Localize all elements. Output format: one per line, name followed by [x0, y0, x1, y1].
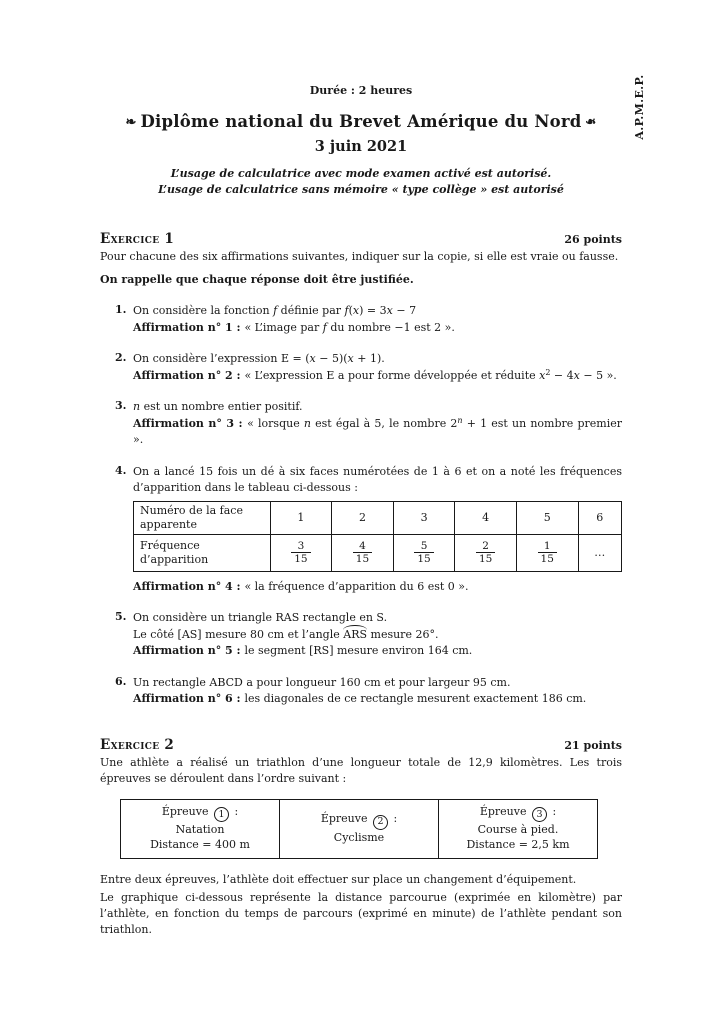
fraction-numerator: 5: [420, 539, 428, 552]
dice-frequency-row: [134, 534, 622, 571]
event-title: [282, 811, 436, 829]
event-cell-natation: [121, 799, 280, 858]
dice-face-cell: 1: [270, 501, 332, 534]
event-distance: Distance = 2,5 km: [466, 838, 570, 852]
fraction: [291, 540, 310, 565]
fraction-numerator: 2: [482, 539, 489, 552]
item-text: Le côté [AS] mesure 80 cm et l’angle ARS mesure 26°.: [133, 627, 622, 644]
item-number: 4.: [115, 463, 127, 477]
event-title: [441, 804, 595, 822]
dice-face-cell: 3: [393, 501, 455, 534]
event-label: Épreuve: [320, 812, 368, 826]
exam-date: 3 juin 2021: [314, 138, 408, 155]
fraction: [476, 540, 495, 565]
item-number: 6.: [115, 674, 127, 688]
affirmation-5: Affirmation n° 5 : le segment [RS] mesure environ 164 cm.: [133, 644, 473, 657]
exercise2-points: 21 points: [564, 738, 622, 752]
dice-face-header: Numéro de la face apparente: [134, 501, 271, 534]
fraction-numerator: 1: [543, 539, 551, 552]
apmep-watermark: A.P.M.E.P.: [633, 74, 646, 140]
dice-frequency-cell: [393, 534, 455, 571]
fraction-denominator: 15: [476, 552, 495, 565]
exercise2-paragraph: Entre deux épreuves, l’athlète doit effectuer sur place un changement d’équipement.: [100, 872, 577, 886]
fraction: [353, 540, 372, 565]
exercise1-points: 26 points: [564, 233, 622, 246]
fraction-denominator: 15: [414, 552, 433, 565]
dice-frequency-cell: [516, 534, 578, 571]
circled-number: 1: [214, 807, 229, 822]
event-colon: :: [552, 804, 557, 818]
triathlon-events-table: [120, 799, 598, 859]
fraction-denominator: 15: [353, 552, 372, 565]
event-name: Cyclisme: [333, 830, 385, 844]
event-cell-course: [439, 799, 598, 858]
dice-frequency-cell-ellipsis: …: [578, 534, 621, 571]
fraction: [414, 540, 433, 565]
exercise1-intro: Pour chacune des six affirmations suivantes, indiquer sur la copie, si elle est vraie ou fausse.: [100, 250, 619, 263]
dice-face-cell: 6: [578, 501, 621, 534]
item-number: 1.: [115, 303, 127, 316]
affirmation-3: Affirmation n° 3 : « lorsque n est égal à 5, le nombre $2^n + 1$ est un nombre premier ».: [133, 415, 622, 446]
fraction-denominator: 15: [291, 552, 310, 565]
affirmation-4: Affirmation n° 4 : « la fréquence d’apparition du 6 est 0 ».: [133, 579, 469, 593]
exercise1-reminder: On rappelle que chaque réponse doit être justifiée.: [100, 273, 414, 286]
item-text: On considère un triangle RAS rectangle en S.: [133, 611, 388, 624]
exercise1-title: Exercice 1: [100, 231, 175, 247]
event-label: Épreuve: [479, 804, 527, 818]
circled-number: 3: [532, 807, 547, 822]
event-name: Natation: [175, 822, 225, 836]
item-text: n est un nombre entier positif.: [133, 400, 303, 413]
affirmation-2: Affirmation n° 2 : « L’expression E a pour forme développée et réduite $x^2 - 4x - 5$ ».: [133, 367, 617, 382]
exercise2-intro: Une athlète a réalisé un triathlon d’une longueur totale de 12,9 kilomètres. Les trois épreuves se déroulent dans l’ordre suivant :: [100, 755, 622, 785]
list-item-6: [100, 675, 622, 708]
event-colon: :: [234, 804, 239, 818]
item-text: On considère l’expression E = (x − 5)(x + 1).: [133, 352, 385, 365]
item-number: 2.: [115, 351, 127, 364]
dice-frequency-header: Fréquence d’apparition: [134, 534, 271, 571]
dice-frequency-table: [133, 501, 622, 572]
item-text: On considère la fonction f définie par f(x) = 3x − 7: [133, 304, 417, 317]
dice-face-cell: 4: [455, 501, 517, 534]
exam-title: Diplôme national du Brevet Amérique du Nord: [140, 112, 582, 131]
event-title: [123, 804, 277, 822]
exam-title-row: [100, 112, 622, 131]
exercise1-items: [100, 303, 622, 708]
dice-frequency-cell: [455, 534, 517, 571]
dice-frequency-cell: [332, 534, 394, 571]
calculator-notices: [100, 166, 622, 198]
exercise2-paragraph: Le graphique ci-dessous représente la distance parcourue (exprimée en kilomètre) par l’athlète, en fonction du temps de parcours (exprimé en minute) de l’athlète pendant son triathlon.: [100, 890, 622, 936]
floral-ornament-left-icon: ❧: [125, 115, 137, 130]
page-content: [100, 0, 622, 938]
event-colon: :: [393, 812, 398, 826]
list-item-2: [100, 351, 622, 384]
item-number: 5.: [115, 610, 127, 623]
events-row: [121, 799, 598, 858]
dice-face-row: [134, 501, 622, 534]
event-name: Course à pied.: [477, 822, 559, 836]
notice-line: L’usage de calculatrice avec mode examen activé est autorisé.: [170, 167, 552, 180]
event-cell-cyclisme: [280, 799, 439, 858]
list-item-3: [100, 399, 622, 449]
list-item-4: [100, 464, 622, 596]
affirmation-1: Affirmation n° 1 : « L’image par f du nombre −1 est 2 ».: [133, 320, 455, 334]
event-label: Épreuve: [161, 804, 209, 818]
notice-line: L’usage de calculatrice sans mémoire « type collège » est autorisé: [158, 183, 564, 196]
floral-ornament-right-icon: ❧: [585, 115, 597, 130]
event-distance: Distance = 400 m: [150, 838, 250, 852]
item-number: 3.: [115, 399, 127, 412]
fraction: [538, 540, 557, 565]
circled-number: 2: [373, 815, 388, 830]
dice-face-cell: 5: [516, 501, 578, 534]
affirmation-6: Affirmation n° 6 : les diagonales de ce rectangle mesurent exactement 186 cm.: [133, 692, 587, 705]
exam-duration: Durée : 2 heures: [309, 84, 413, 97]
dice-frequency-cell: [270, 534, 332, 571]
dice-face-cell: 2: [332, 501, 394, 534]
list-item-5: [100, 610, 622, 660]
item-text: Un rectangle ABCD a pour longueur 160 cm et pour largeur 95 cm.: [133, 675, 511, 689]
fraction-numerator: 4: [359, 539, 366, 552]
exercise1-heading: [100, 231, 622, 247]
exercise2-heading: [100, 737, 622, 753]
list-item-1: [100, 303, 622, 336]
fraction-denominator: 15: [538, 552, 557, 565]
item-text: On a lancé 15 fois un dé à six faces numérotées de 1 à 6 et on a noté les fréquences d’apparition dans le tableau ci-dessous :: [133, 464, 622, 494]
fraction-numerator: 3: [297, 539, 305, 552]
exercise2-title: Exercice 2: [100, 736, 175, 753]
